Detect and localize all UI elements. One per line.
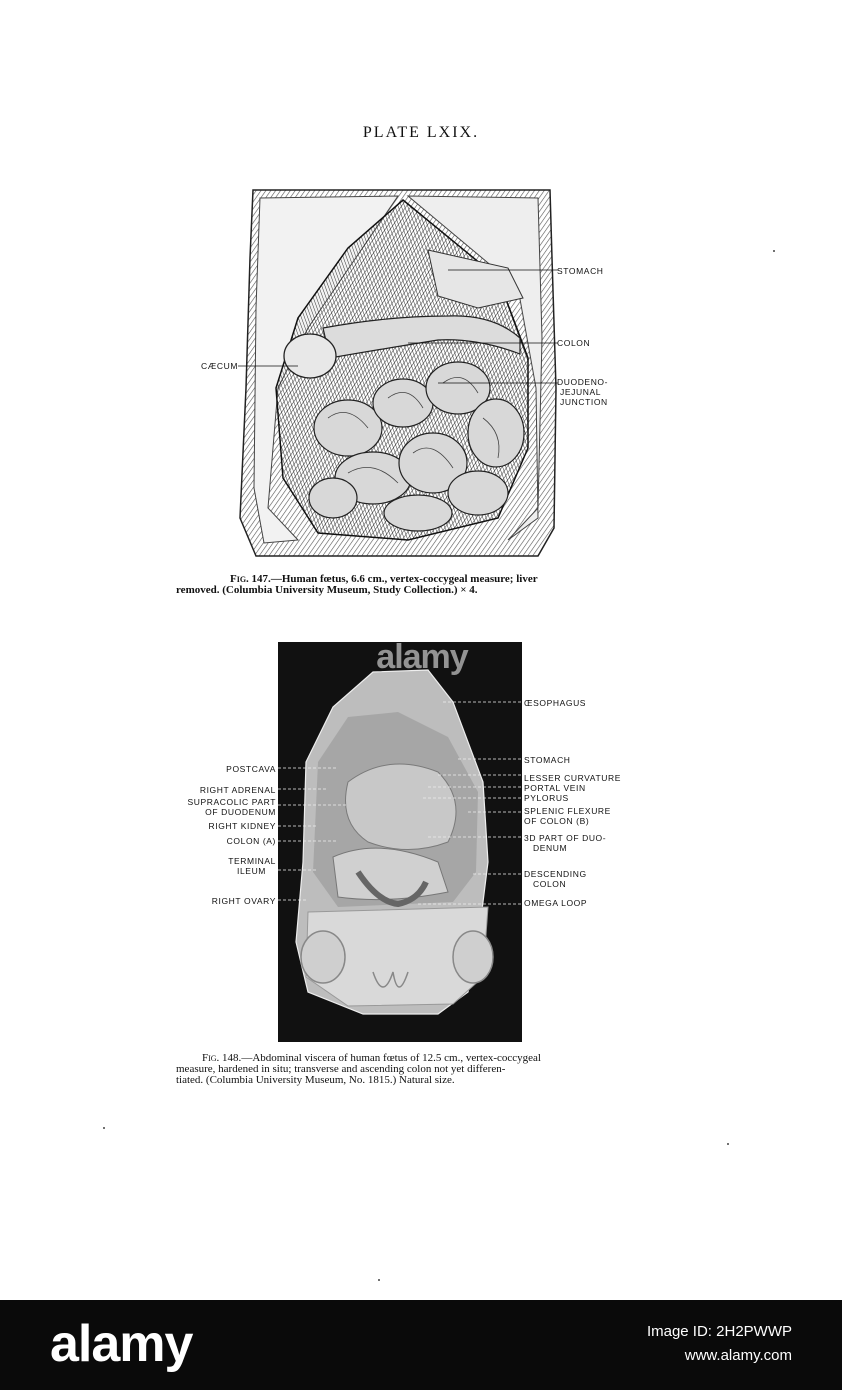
caption-147-line2: removed. (Columbia University Museum, Study Collection.) × 4. [176, 584, 478, 596]
label-lesser-curvature: LESSER CURVATURE [524, 773, 621, 783]
caption-148-line2: measure, hardened in situ; transverse and ascending colon not yet differen- [176, 1063, 506, 1075]
label-terminal-ileum-2: ILEUM [237, 866, 266, 876]
label-splenic-flexure-1: SPLENIC FLEXURE [524, 806, 611, 816]
page-speck [727, 1143, 729, 1145]
label-oesophagus: ŒSOPHAGUS [524, 698, 587, 708]
label-pylorus: PYLORUS [524, 793, 569, 803]
label-colon-a: COLON (A) [226, 836, 276, 846]
page-speck [378, 1279, 380, 1281]
stock-footer [0, 1300, 842, 1390]
watermark: alamy [376, 638, 468, 676]
label-right-adrenal: RIGHT ADRENAL [199, 785, 276, 795]
label-colon-147: COLON [557, 338, 591, 348]
label-descending-colon-1: DESCENDING [524, 869, 587, 879]
label-right-ovary: RIGHT OVARY [211, 896, 276, 906]
page-speck [773, 250, 775, 252]
page-speck [103, 1127, 105, 1129]
plate-title: PLATE LXIX. [362, 124, 480, 141]
label-supracolic-2: OF DUODENUM [205, 807, 276, 817]
label-duodeno-jejunal-3: JUNCTION [560, 397, 608, 407]
label-third-part-duodenum-1: 3D PART OF DUO- [524, 833, 607, 843]
image-info [647, 1320, 792, 1368]
caption-figure-147 [176, 573, 610, 596]
label-terminal-ileum-1: TERMINAL [228, 856, 276, 866]
label-stomach-148: STOMACH [524, 755, 571, 765]
label-duodeno-jejunal-2: JEJUNAL [560, 387, 602, 397]
caption-figure-148 [176, 1053, 646, 1086]
label-postcava: POSTCAVA [226, 764, 276, 774]
label-portal-vein: PORTAL VEIN [524, 783, 586, 793]
label-omega-loop: OMEGA LOOP [524, 898, 588, 908]
caption-148-fig-number: Fig. 148. [202, 1052, 242, 1064]
caption-147-fig-number: Fig. 147. [230, 573, 271, 585]
label-right-kidney: RIGHT KIDNEY [208, 821, 276, 831]
caption-148-line1: —Abdominal viscera of human fœtus of 12.5 cm., vertex-coccygeal [241, 1052, 541, 1064]
label-caecum: CÆCUM [201, 361, 238, 371]
label-splenic-flexure-2: OF COLON (B) [524, 816, 590, 826]
label-third-part-duodenum-2: DENUM [533, 843, 568, 853]
caption-147-line1: —Human fœtus, 6.6 cm., vertex-coccygeal measure; liver [270, 573, 538, 585]
label-descending-colon-2: COLON [533, 879, 567, 889]
label-supracolic-1: SUPRACOLIC PART [187, 797, 276, 807]
caption-148-line3: tiated. (Columbia University Museum, No. 1815.) Natural size. [176, 1074, 455, 1086]
brand-logo: alamy [50, 1315, 193, 1373]
image-id: Image ID: 2H2PWWP [646, 1323, 792, 1340]
label-stomach-147: STOMACH [557, 266, 604, 276]
label-duodeno-jejunal-1: DUODENO- [557, 377, 609, 387]
figure-147-illustration [238, 188, 560, 560]
site-link[interactable]: www.alamy.com [684, 1347, 792, 1364]
figure-148-photograph [278, 642, 522, 1042]
